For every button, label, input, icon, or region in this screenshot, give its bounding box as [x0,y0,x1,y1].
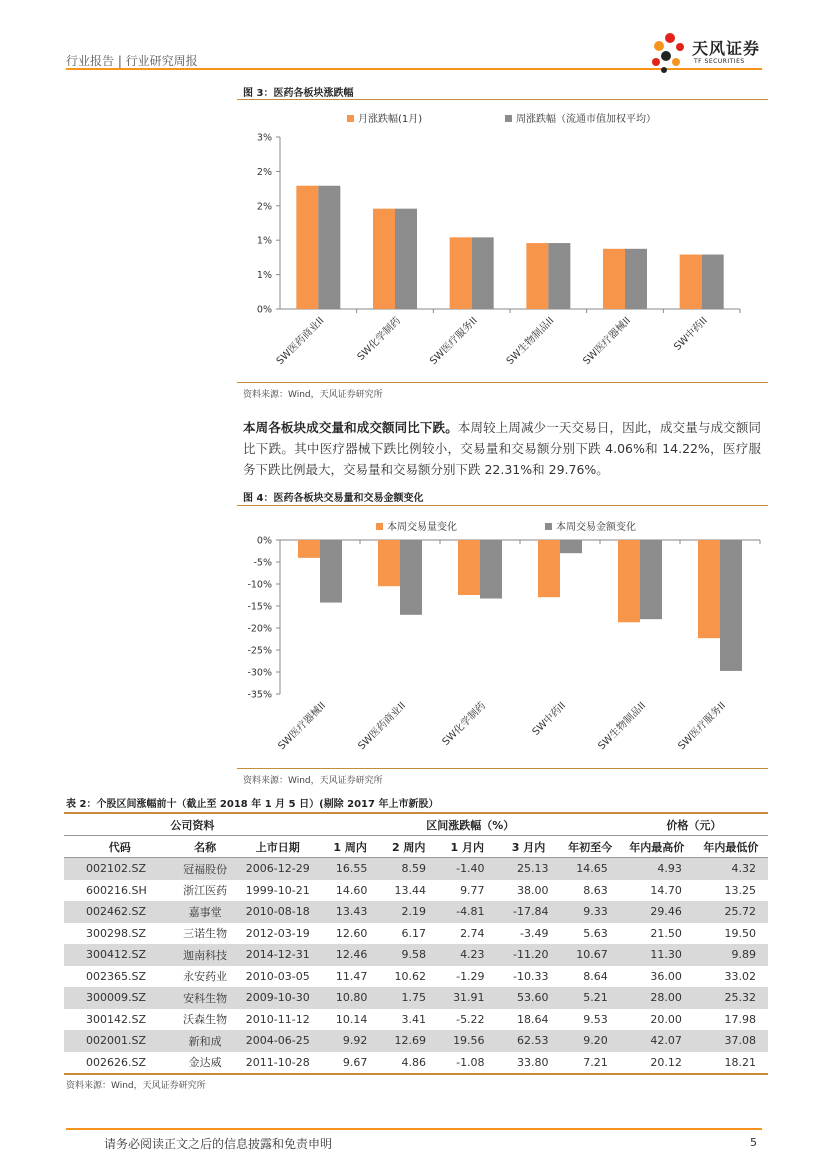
column-header: 1 周内 [333,840,367,854]
table-cell: 2006-12-29 [235,858,321,880]
x-tick-label: SW生物制品II [504,315,557,368]
table-cell: 1.75 [379,987,438,1009]
table-cell: 2012-03-19 [245,926,310,940]
column-header: 年内最高价 [629,840,685,854]
table-cell: 18.21 [724,1055,756,1069]
table-row [64,923,768,945]
y-tick-label: 1% [256,270,272,282]
bar-series1 [450,237,472,309]
table-cell: 25.32 [694,987,768,1009]
table-cell: -1.29 [456,969,485,983]
table-cell: 4.86 [401,1055,426,1069]
table-cell: 2.19 [379,901,438,923]
table-cell: 8.59 [379,858,438,880]
logo-subtitle: TF SECURITIES [694,58,745,65]
bar-series2 [548,243,570,309]
table-cell: 300009.SZ [64,987,175,1009]
table-cell: 9.58 [379,944,438,966]
table-cell: 38.00 [517,883,549,897]
figure3-source: 资料来源：Wind，天风证券研究所 [243,390,383,400]
legend-swatch [545,523,552,530]
table-cell: 16.55 [321,858,380,880]
table-cell: 19.50 [724,926,756,940]
table-row [64,901,768,923]
group-header-company: 公司资料 [64,813,321,836]
table-cell: 36.00 [650,969,682,983]
table-cell: 002626.SZ [86,1055,147,1069]
table-cell: 2010-11-12 [245,1012,310,1026]
column-header: 1 月内 [450,840,485,854]
table-cell: 2.74 [460,926,485,940]
header-title: 行业报告 | 行业研究周报 [66,54,198,68]
table-cell: 53.60 [497,987,561,1009]
table-row [64,880,768,902]
y-tick-label: -35% [247,689,272,701]
y-tick-label: 1% [256,235,272,247]
bar-series2 [480,540,502,599]
table-cell: -1.40 [438,858,497,880]
stock-table [64,812,768,1075]
table-cell: 9.77 [460,883,485,897]
bar-series2 [320,540,342,603]
table-cell: 12.69 [379,1030,438,1052]
table-cell: 25.13 [497,858,561,880]
table-cell: 新和成 [175,1030,234,1052]
table-cell: 17.98 [724,1012,756,1026]
x-tick-label: SW医疗服务II [428,315,480,368]
column-header: 2 周内 [391,840,426,854]
x-tick-label: SW医疗器械II [581,315,634,368]
legend-label: 月涨跌幅(1月) [358,114,423,125]
table-cell: 3.41 [401,1012,426,1026]
table-cell: 2014-12-31 [235,944,321,966]
table-cell: 8.63 [583,883,608,897]
table-cell: 28.00 [620,987,694,1009]
table-cell: 600216.SH [86,883,147,897]
x-tick-label: SW医疗器械II [276,700,329,753]
footer-disclaimer: 请务必阅读正文之后的信息披露和免责申明 [104,1137,333,1151]
table-cell: 8.64 [583,969,608,983]
bar-series1 [698,540,720,638]
paragraph-body: 本周较上周减少一天交易日，因此，成交量与成交额同比下跌。其中医疗器械下跌比例较小，交易量和交易额分别下跌 4.06%和 14.22%，医疗服务下跌比例最大，交易量和交易额分别下跌 22.31%和 29.76%。 [243,420,761,477]
table-cell: 25.72 [694,901,768,923]
table-cell: 4.32 [694,858,768,880]
bar-series1 [378,540,400,586]
x-tick-label: SW中药II [672,315,710,353]
bar-series2 [472,237,494,309]
table-cell: -5.22 [456,1012,485,1026]
bar-series1 [298,540,320,558]
bar-series2 [720,540,742,671]
y-tick-label: -10% [247,579,272,591]
x-tick-label: SW生物制品II [596,700,649,753]
y-tick-label: 0% [256,535,272,547]
table-cell: 18.64 [517,1012,549,1026]
table-cell: 11.30 [620,944,694,966]
y-tick-label: -15% [247,601,272,613]
bar-series1 [680,255,702,309]
bar-series1 [618,540,640,622]
table-cell: 2009-10-30 [235,987,321,1009]
table-cell: 9.92 [321,1030,380,1052]
table-cell: 11.47 [335,969,368,983]
table-cell: 冠福股份 [175,858,234,880]
figure3-title: 图 3：医药各板块涨跌幅 [243,88,354,99]
table-row [64,1030,768,1052]
table-cell: 2004-06-25 [235,1030,321,1052]
table-cell: 10.14 [335,1012,368,1026]
x-tick-label: SW医疗服务II [676,700,729,753]
table-cell: 14.70 [650,883,682,897]
bar-series2 [640,540,662,619]
paragraph-lead: 本周各板块成交量和成交额同比下跌。 [243,420,458,435]
table-cell: 33.02 [724,969,756,983]
table-cell: 33.80 [517,1055,549,1069]
table-cell: 42.07 [620,1030,694,1052]
bar-series2 [702,255,724,309]
table-cell: 6.17 [401,926,426,940]
figure4-chart [237,506,768,768]
table-cell: 三诺生物 [183,927,228,941]
y-tick-label: 3% [256,132,272,144]
figure3-chart [237,100,768,382]
figure3-bottom-rule [237,382,768,383]
table-cell: 9.20 [561,1030,620,1052]
table-cell: 14.65 [561,858,620,880]
bar-series1 [458,540,480,595]
table-cell: 002462.SZ [64,901,175,923]
table-cell: 5.21 [561,987,620,1009]
x-tick-label: SW化学制药 [440,700,489,748]
table-cell: 1999-10-21 [245,883,310,897]
bar-series1 [526,243,548,309]
group-header-change: 区间涨跌幅（%） [321,813,620,836]
table-source: 资料来源：Wind，天风证券研究所 [66,1081,206,1091]
page-number: 5 [750,1136,757,1149]
table-cell: -11.20 [497,944,561,966]
table-cell: 13.25 [724,883,756,897]
table-cell: 10.62 [394,969,426,983]
bar-series1 [296,186,318,309]
y-tick-label: 2% [256,166,272,178]
table-cell: 永安药业 [183,970,228,984]
table-row [64,944,768,966]
table-cell: 300142.SZ [86,1012,147,1026]
bar-series2 [395,209,417,309]
table-row [64,966,768,988]
legend-swatch [347,115,354,122]
table-cell: 19.56 [438,1030,497,1052]
table-cell: -4.81 [438,901,497,923]
table-cell: 002365.SZ [86,969,147,983]
table-cell: 002102.SZ [64,858,175,880]
legend-label: 本周交易量变化 [387,522,457,533]
table-row [64,1009,768,1031]
logo-icon [650,30,692,74]
table-cell: 20.12 [650,1055,682,1069]
column-header: 代码 [108,840,131,854]
bar-series1 [373,209,395,309]
table-cell: 9.53 [583,1012,608,1026]
table-title: 表 2：个股区间涨幅前十（截止至 2018 年 1 月 5 日）(剔除 2017 年上市新股） [66,799,439,810]
x-tick-label: SW医药商业II [356,700,409,753]
bar-series2 [625,249,647,309]
column-header: 3 月内 [511,840,546,854]
y-tick-label: -30% [247,667,272,679]
figure4-bottom-rule [237,768,768,769]
body-paragraph [243,417,761,480]
table-cell: 4.23 [438,944,497,966]
column-header: 上市日期 [255,840,300,854]
table-cell: -3.49 [520,926,549,940]
table-cell: 21.50 [650,926,682,940]
y-tick-label: -20% [247,623,272,635]
y-tick-label: 2% [256,201,272,213]
table-cell: 2010-03-05 [245,969,310,983]
table-row [64,858,768,880]
table-cell: 2011-10-28 [245,1055,310,1069]
table-cell: -10.33 [513,969,549,983]
figure4-source: 资料来源：Wind，天风证券研究所 [243,776,383,786]
bar-series1 [603,249,625,309]
legend-swatch [376,523,383,530]
table-cell: 300298.SZ [86,926,147,940]
table-cell: 9.33 [561,901,620,923]
column-header: 年内最低价 [703,840,759,854]
table-cell: 安科生物 [175,987,234,1009]
table-cell: 62.53 [497,1030,561,1052]
table-cell: 4.93 [620,858,694,880]
table-cell: 002001.SZ [64,1030,175,1052]
table-cell: 2010-08-18 [235,901,321,923]
table-cell: 12.46 [321,944,380,966]
table-cell: -1.08 [456,1055,485,1069]
table-row [64,987,768,1009]
table-cell: 5.63 [583,926,608,940]
footer-divider [66,1128,762,1130]
figure4-title: 图 4：医药各板块交易量和交易金额变化 [243,493,424,504]
table-cell: 13.43 [321,901,380,923]
legend-label: 本周交易金额变化 [556,522,636,533]
table-cell: 浙江医药 [183,884,228,898]
table-cell: 14.60 [335,883,368,897]
table-cell: -17.84 [497,901,561,923]
logo-name: 天风证券 [692,39,761,58]
group-header-price: 价格（元） [620,813,768,836]
y-tick-label: 0% [256,304,272,316]
y-tick-label: -5% [253,557,272,569]
table-row [64,1052,768,1075]
table-cell: 9.89 [694,944,768,966]
table-cell: 7.21 [583,1055,608,1069]
x-tick-label: SW中药II [530,700,569,738]
y-tick-label: -25% [247,645,272,657]
bar-series2 [318,186,340,309]
table-cell: 10.67 [561,944,620,966]
x-tick-label: SW医药商业II [274,315,327,368]
bar-series1 [538,540,560,597]
table-cell: 13.44 [394,883,426,897]
table-cell: 300412.SZ [64,944,175,966]
legend-label: 周涨跌幅（流通市值加权平均） [516,114,656,125]
table-cell: 9.67 [342,1055,368,1069]
x-tick-label: SW化学制药 [355,315,404,363]
column-header: 名称 [194,840,217,854]
table-cell: 沃森生物 [183,1013,228,1027]
table-cell: 29.46 [620,901,694,923]
table-cell: 10.80 [321,987,380,1009]
table-cell: 20.00 [650,1012,682,1026]
table-cell: 嘉事堂 [175,901,234,923]
column-header: 年初至今 [568,840,613,854]
table-cell: 金达威 [188,1056,222,1070]
table-cell: 37.08 [694,1030,768,1052]
table-cell: 迦南科技 [175,944,234,966]
table-cell: 31.91 [438,987,497,1009]
legend-swatch [505,115,512,122]
table-cell: 12.60 [335,926,368,940]
bar-series2 [560,540,582,553]
bar-series2 [400,540,422,615]
